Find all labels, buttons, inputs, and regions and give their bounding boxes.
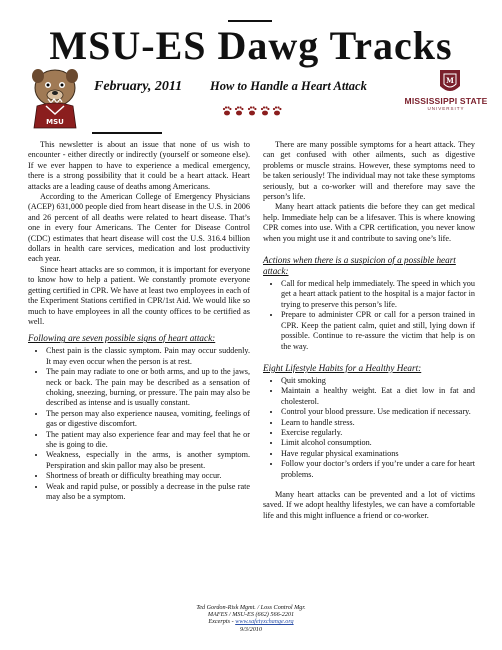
signs-list	[28, 346, 250, 502]
list-item: • Chest pain is the classic symptom. Pain may occur suddenly. It may even occur when the person is at rest.	[46, 346, 250, 367]
list-item: • Weakness, especially in the arms, is another symptom. Perspiration and skin pallor may also be present.	[46, 450, 250, 471]
list-item: • Learn to handle stress.	[281, 418, 475, 428]
footer	[0, 604, 502, 633]
masthead-top-rule	[228, 20, 272, 22]
list-item: • Weak and rapid pulse, or possibly a decrease in the pulse rate may also be a symptom.	[46, 482, 250, 503]
list-item: • Control your blood pressure. Use medication if necessary.	[281, 407, 475, 417]
statistics-paragraph: According to the American College of Emergency Physicians (ACEP) 631,000 people died from heart disease in the U.S. in 2006 and 26 percent of all deaths were related to heart disease. That’s one in every four Americans. The Center for Disease Control (CDC) estimates that heart disease will cost the U.S. 316.4 billion dollars in health care services, medication and lost productivity each year.	[28, 192, 250, 264]
list-item: • Follow your doctor’s orders if you’re under a care for heart problems.	[281, 459, 475, 480]
actions-heading: Actions when there is a suspicion of a possible heart attack:	[263, 255, 456, 277]
list-item: • The pain may radiate to one or both arms, and up to the jaws, neck or back. The pain may be described as a sensation of choking, sneezing, burning, or pressure. The pain may also be described as intense and is usually constant.	[46, 367, 250, 409]
source-prefix: Excerpts -	[208, 618, 236, 626]
contact-line: MAFES / MSU-ES (662) 566-2201	[207, 611, 295, 619]
svg-text:MSU: MSU	[46, 118, 64, 126]
issue-date: February, 2011	[94, 79, 183, 94]
right-column	[263, 140, 475, 521]
habits-list	[263, 376, 475, 480]
issue-headline: How to Handle a Heart Attack	[210, 79, 367, 93]
list-item: • Call for medical help immediately. The speed in which you get a heart attack patient to the hospital is a major factor in trying to preserve this person’s life.	[281, 279, 475, 310]
lifesaver-paragraph: Many heart attack patients die before they can get medical help. Immediate help can be a lifesaver. This is where knowing CPR comes into use. With a CPR certification, you never know when you might use it and contribute to saving one’s life.	[263, 202, 475, 243]
bulldog-mascot-icon	[24, 66, 86, 130]
logo-subtext: UNIVERSITY	[427, 106, 465, 111]
source-link[interactable]: www.safetyxchange.org	[235, 618, 294, 626]
list-item: • Exercise regularly.	[281, 428, 475, 438]
closing-paragraph: Many heart attacks can be prevented and a lot of victims saved. If we adopt healthy lifestyles, we can have a comfortable life and this might influence a friend or co-worker.	[263, 489, 475, 520]
list-item: • The person may also experience nausea, vomiting, feelings of gas or digestive discomfort.	[46, 409, 250, 430]
habits-heading: Eight Lifestyle Habits for a Healthy Heart:	[263, 362, 422, 373]
list-item: • Limit alcohol consumption.	[281, 438, 475, 448]
left-column	[28, 140, 250, 502]
list-item: • Shortness of breath or difficulty breathing may occur.	[46, 471, 250, 481]
author-line: Ted Gordon-Risk Mgmt. / Loss Control Mgr.	[196, 604, 306, 611]
list-item: • The patient may also experience fear and may feel that he or she is going to die.	[46, 430, 250, 451]
signs-heading: Following are seven possible signs of heart attack:	[28, 333, 216, 344]
footer-date: 9/3/2010	[239, 625, 262, 633]
cpr-paragraph: Since heart attacks are so common, it is important for everyone to know how to help a patient. We constantly promote everyone getting certified in CPR. We have at least two employees in each of the Experiment Stations certified in CPR/1st Aid. We would like so much to have employees in all the county offices to be certified as well.	[28, 264, 250, 326]
newsletter-title: MSU-ES Dawg Tracks	[49, 23, 453, 68]
logo-wordmark: MISSISSIPPI STATE	[404, 96, 488, 106]
masthead-left-rule	[92, 132, 162, 134]
list-item: • Have regular physical examinations	[281, 449, 475, 459]
list-item: • Prepare to administer CPR or call for a person trained in CPR. Keep the patient calm, quiet and still, lying down if possible. Continue to re-assure the victim that help is on the way.	[281, 310, 475, 352]
source-line	[0, 618, 502, 625]
symptoms-paragraph: There are many possible symptoms for a heart attack. They can get confused with other ailments, such as digestive problems or muscle strains. However, these symptoms need to be taken seriously! The individual may not take these symptoms seriously, but a co-worker will and therefore may save the person’s life.	[263, 140, 475, 202]
intro-paragraph: This newsletter is about an issue that none of us wish to encounter - either directly or indirectly (yourself or someone else). If we ever happen to have to experience a medical emergency, there is a strong possibility that it could be a heart attack. Heart attacks are a leading cause of deaths among Americans.	[28, 140, 250, 191]
actions-list	[263, 279, 475, 352]
list-item: • Maintain a healthy weight. Eat a diet low in fat and cholesterol.	[281, 386, 475, 407]
paw-prints-icon	[222, 103, 282, 117]
svg-text:M: M	[446, 76, 454, 85]
list-item: • Quit smoking	[281, 376, 475, 386]
